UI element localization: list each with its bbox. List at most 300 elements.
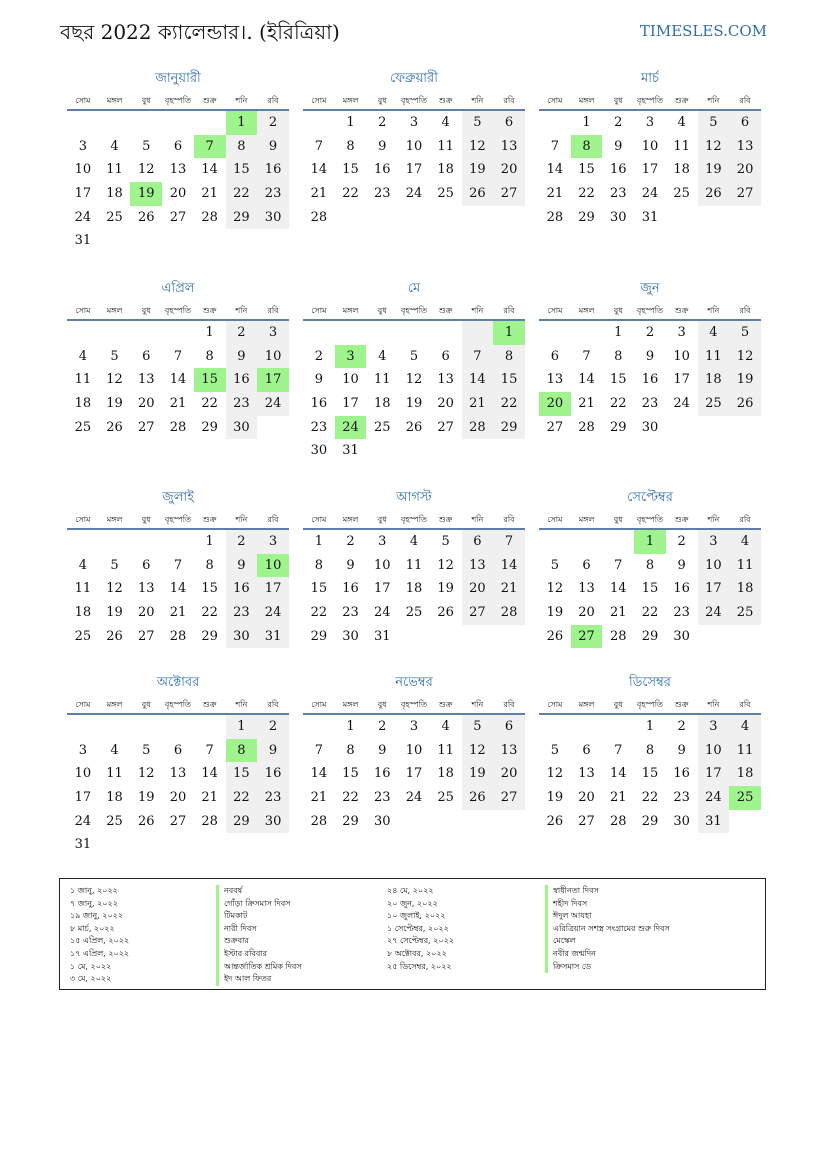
day-cell: 12 <box>437 557 454 573</box>
weekday-label: সোম <box>75 96 91 105</box>
day-cell: 15 <box>201 581 218 597</box>
day-cell: 9 <box>645 348 655 364</box>
day-cell: 25 <box>74 419 92 435</box>
day-cell: 29 <box>226 810 258 834</box>
day-cell: 22 <box>641 790 659 806</box>
month-name: ডিসেম্বর <box>629 675 671 690</box>
day-cell: 15 <box>578 162 595 178</box>
day-cell: 25 <box>673 186 690 202</box>
day-cell: 12 <box>462 135 494 159</box>
day-cell: 23 <box>673 605 690 621</box>
weekday-label: রবি <box>739 306 751 315</box>
day-cell: 5 <box>142 742 151 758</box>
day-cell: 9 <box>614 138 623 154</box>
weekday-label: বৃহস্পতি <box>400 306 428 315</box>
day-cell: 17 <box>257 577 289 601</box>
day-cell: 18 <box>673 162 690 178</box>
day-cell: 3 <box>677 325 686 340</box>
month-block <box>67 674 289 857</box>
weekday-label: শুক্র <box>674 700 689 709</box>
weekday-label: শুক্র <box>438 700 453 709</box>
weekday-label: বৃহস্পতি <box>636 700 664 709</box>
holiday-day-cell: 19 <box>130 182 162 206</box>
day-cell: 15 <box>493 368 525 392</box>
day-cell: 14 <box>201 766 218 782</box>
weekday-label: শনি <box>471 515 484 524</box>
day-cell: 8 <box>226 135 258 159</box>
weekday-label: বুধ <box>377 306 387 315</box>
holiday-day-cell: 8 <box>571 135 603 159</box>
holiday-name: মেস্কেল <box>545 935 670 948</box>
day-cell: 1 <box>614 325 623 340</box>
day-cell: 2 <box>257 111 289 135</box>
day-cell: 3 <box>257 321 289 345</box>
weekday-label: শনি <box>707 306 720 315</box>
empty-day-cell <box>130 321 162 345</box>
weekday-label: শুক্র <box>202 515 217 524</box>
holiday-day-cell: 17 <box>257 368 289 392</box>
holiday-day-cell: 1 <box>226 111 258 135</box>
day-cell: 17 <box>698 762 730 786</box>
day-cell: 4 <box>729 530 761 554</box>
holiday-name: শুক্রবার <box>216 935 302 948</box>
day-cell: 25 <box>405 605 423 621</box>
day-cell: 1 <box>226 715 258 739</box>
weekday-label: শনি <box>235 700 248 709</box>
empty-day-cell <box>398 321 430 345</box>
day-cell: 11 <box>729 554 761 578</box>
holiday-day-cell: 1 <box>634 530 666 554</box>
day-cell: 27 <box>137 628 155 644</box>
weekday-label: বৃহস্পতি <box>400 96 428 105</box>
holiday-name: নারী দিবস <box>216 923 302 936</box>
day-cell: 4 <box>677 115 686 130</box>
day-cell: 17 <box>342 396 359 412</box>
weekday-label: বুধ <box>613 306 623 315</box>
day-cell: 22 <box>493 392 525 416</box>
month-name: মে <box>407 281 421 296</box>
day-cell: 29 <box>226 206 258 230</box>
day-cell: 26 <box>137 813 155 829</box>
holiday-date: ২৭ সেপ্টেম্বর, ২০২২ <box>387 936 454 946</box>
weekday-label: বৃহস্পতি <box>400 700 428 709</box>
weekday-label: বৃহস্পতি <box>164 515 192 524</box>
day-grid <box>303 321 525 463</box>
empty-day-cell <box>539 715 571 739</box>
weekday-label: বৃহস্পতি <box>636 515 664 524</box>
weekday-label: সোম <box>75 306 91 315</box>
day-cell: 15 <box>342 766 359 782</box>
empty-day-cell <box>539 321 571 345</box>
day-cell: 23 <box>226 392 258 416</box>
day-cell: 14 <box>169 581 187 597</box>
month-name: এপ্রিল <box>161 281 195 296</box>
weekday-label: সোম <box>547 306 563 315</box>
weekday-label: সোম <box>311 306 327 315</box>
empty-day-cell <box>602 715 634 739</box>
month-name: অক্টোবর <box>156 675 200 690</box>
weekday-label: শুক্র <box>202 96 217 105</box>
day-cell: 10 <box>373 557 391 573</box>
weekday-label: শনি <box>707 96 720 105</box>
day-cell: 7 <box>582 348 591 364</box>
empty-day-cell <box>366 321 398 345</box>
day-cell: 18 <box>74 605 92 621</box>
day-cell: 21 <box>201 186 218 202</box>
day-cell: 4 <box>78 348 87 364</box>
day-cell: 22 <box>342 790 359 806</box>
day-cell: 5 <box>550 742 559 758</box>
month-block <box>539 280 761 439</box>
day-grid <box>67 530 289 648</box>
day-cell: 7 <box>314 742 323 758</box>
empty-day-cell <box>130 111 162 135</box>
holiday-day-cell: 7 <box>194 135 226 159</box>
day-cell: 27 <box>493 786 525 810</box>
weekday-label: বুধ <box>377 700 387 709</box>
day-cell: 23 <box>373 790 391 806</box>
day-cell: 25 <box>437 186 454 202</box>
day-cell: 8 <box>314 557 323 573</box>
holiday-name: গোঁড়া ক্রিসমাস দিবস <box>216 898 302 911</box>
day-cell: 18 <box>729 577 761 601</box>
empty-day-cell <box>67 111 99 135</box>
holiday-day-cell: 10 <box>257 554 289 578</box>
weekday-label: বৃহস্পতি <box>164 96 192 105</box>
day-cell: 20 <box>169 790 187 806</box>
empty-day-cell <box>602 530 634 554</box>
day-cell: 8 <box>645 742 655 758</box>
day-cell: 13 <box>437 372 454 388</box>
day-cell: 16 <box>641 372 659 388</box>
day-cell: 4 <box>378 348 387 364</box>
day-cell: 7 <box>205 742 214 758</box>
day-cell: 12 <box>405 372 423 388</box>
day-cell: 1 <box>205 325 214 340</box>
day-cell: 16 <box>673 766 690 782</box>
weekday-label: মঙ্গল <box>106 700 123 709</box>
weekday-label: বুধ <box>141 306 151 315</box>
day-grid <box>67 321 289 439</box>
weekday-label: রবি <box>503 96 515 105</box>
day-cell: 14 <box>609 766 627 782</box>
day-cell: 13 <box>546 372 564 388</box>
empty-day-cell <box>162 111 194 135</box>
weekday-label: মঙ্গল <box>342 306 359 315</box>
weekday-label: শুক্র <box>674 515 689 524</box>
day-cell: 10 <box>74 766 92 782</box>
day-cell: 21 <box>609 605 627 621</box>
day-cell: 24 <box>698 786 730 810</box>
empty-day-cell <box>430 321 462 345</box>
day-cell: 5 <box>462 111 494 135</box>
day-grid <box>67 111 289 253</box>
weekday-label: শুক্র <box>438 515 453 524</box>
day-cell: 11 <box>373 372 391 388</box>
day-cell: 29 <box>201 419 218 435</box>
day-cell: 5 <box>462 715 494 739</box>
month-name: আগস্ট <box>396 490 432 505</box>
holiday-date: ১ জানু, ২০২২ <box>70 886 118 895</box>
holiday-date: ২০ জুন, ২০২২ <box>387 898 438 908</box>
day-cell: 20 <box>437 396 454 412</box>
month-name: জুলাই <box>162 490 194 505</box>
day-cell: 19 <box>729 368 761 392</box>
day-cell: 23 <box>226 601 258 625</box>
day-cell: 20 <box>137 396 155 412</box>
month-name: সেপ্টেম্বর <box>627 490 673 505</box>
day-cell: 16 <box>226 577 258 601</box>
day-cell: 31 <box>641 209 659 225</box>
day-cell: 11 <box>74 581 92 597</box>
day-cell: 22 <box>641 605 659 621</box>
day-cell: 3 <box>409 719 419 734</box>
weekday-header <box>303 302 525 321</box>
day-cell: 31 <box>698 810 730 834</box>
day-cell: 18 <box>437 766 454 782</box>
day-cell: 19 <box>106 396 123 412</box>
weekday-label: রবি <box>503 306 515 315</box>
empty-day-cell <box>571 321 603 345</box>
day-cell: 22 <box>578 186 595 202</box>
holiday-name: ঈদুল আযহা <box>545 910 670 923</box>
day-cell: 26 <box>137 209 155 225</box>
day-cell: 5 <box>110 348 119 364</box>
holiday-list <box>59 878 766 990</box>
day-cell: 30 <box>257 810 289 834</box>
weekday-label: বুধ <box>613 96 623 105</box>
site-logo-text[interactable]: TIMESLES.COM <box>639 22 767 40</box>
empty-day-cell <box>162 715 194 739</box>
day-cell: 8 <box>346 138 355 154</box>
weekday-header <box>67 696 289 715</box>
day-cell: 11 <box>437 138 454 154</box>
weekday-label: বৃহস্পতি <box>164 700 192 709</box>
day-cell: 13 <box>462 554 494 578</box>
weekday-label: শুক্র <box>674 96 689 105</box>
day-cell: 31 <box>373 628 391 644</box>
holiday-date-column <box>387 885 454 973</box>
day-cell: 31 <box>74 233 92 249</box>
day-cell: 16 <box>609 162 627 178</box>
day-cell: 26 <box>729 392 761 416</box>
day-cell: 5 <box>142 138 151 154</box>
weekday-label: বুধ <box>141 700 151 709</box>
day-cell: 1 <box>582 115 591 130</box>
day-cell: 21 <box>609 790 627 806</box>
day-cell: 12 <box>729 345 761 369</box>
day-cell: 12 <box>137 162 155 178</box>
weekday-label: সোম <box>547 515 563 524</box>
day-cell: 10 <box>641 138 659 154</box>
day-grid <box>303 715 525 833</box>
day-cell: 14 <box>493 554 525 578</box>
day-cell: 27 <box>437 419 454 435</box>
day-cell: 28 <box>493 601 525 625</box>
weekday-label: বুধ <box>613 700 623 709</box>
empty-day-cell <box>539 111 571 135</box>
day-cell: 26 <box>106 419 123 435</box>
day-cell: 7 <box>614 557 623 573</box>
day-cell: 10 <box>257 345 289 369</box>
weekday-label: মঙ্গল <box>106 515 123 524</box>
day-cell: 30 <box>226 416 258 440</box>
holiday-date: ১৫ এপ্রিল, ২০২২ <box>70 936 130 946</box>
day-cell: 20 <box>169 186 187 202</box>
holiday-date: ৩ মে, ২০২২ <box>70 974 112 984</box>
day-cell: 13 <box>137 581 155 597</box>
day-cell: 1 <box>346 719 355 734</box>
day-cell: 30 <box>373 813 391 829</box>
day-cell: 19 <box>546 790 564 806</box>
weekday-label: বুধ <box>613 515 623 524</box>
day-cell: 15 <box>641 766 659 782</box>
day-cell: 15 <box>310 581 328 597</box>
day-cell: 28 <box>609 813 627 829</box>
month-block <box>539 489 761 648</box>
day-cell: 11 <box>106 766 123 782</box>
holiday-day-cell: 20 <box>539 392 571 416</box>
day-cell: 11 <box>437 742 454 758</box>
day-cell: 18 <box>74 396 92 412</box>
weekday-label: মঙ্গল <box>342 515 359 524</box>
day-cell: 24 <box>257 601 289 625</box>
day-cell: 21 <box>578 396 595 412</box>
day-grid <box>539 530 761 648</box>
day-cell: 10 <box>405 138 423 154</box>
day-cell: 16 <box>342 581 359 597</box>
day-cell: 10 <box>673 348 690 364</box>
weekday-label: মঙ্গল <box>342 700 359 709</box>
day-cell: 11 <box>106 162 123 178</box>
weekday-label: রবি <box>267 700 279 709</box>
day-cell: 12 <box>546 581 564 597</box>
holiday-name: স্বাধীনতা দিবস <box>545 885 670 898</box>
day-cell: 18 <box>698 368 730 392</box>
day-cell: 6 <box>173 138 183 154</box>
day-cell: 25 <box>106 813 123 829</box>
weekday-header <box>67 92 289 111</box>
day-cell: 2 <box>614 115 623 130</box>
day-cell: 23 <box>342 605 359 621</box>
day-cell: 21 <box>169 605 187 621</box>
day-cell: 29 <box>342 813 359 829</box>
month-block <box>67 489 289 648</box>
empty-day-cell <box>194 111 226 135</box>
day-cell: 27 <box>169 813 187 829</box>
day-cell: 23 <box>673 790 690 806</box>
empty-day-cell <box>571 715 603 739</box>
day-cell: 10 <box>698 554 730 578</box>
day-cell: 20 <box>493 158 525 182</box>
weekday-label: বৃহস্পতি <box>636 96 664 105</box>
day-cell: 2 <box>257 715 289 739</box>
page-title: বছর 2022 ক্যালেন্ডার।. (ইরিত্রিয়া) <box>60 20 340 44</box>
day-cell: 10 <box>698 739 730 763</box>
day-cell: 15 <box>226 762 258 786</box>
day-cell: 1 <box>205 534 214 549</box>
weekday-label: শুক্র <box>202 306 217 315</box>
day-cell: 23 <box>373 186 391 202</box>
empty-day-cell <box>303 321 335 345</box>
weekday-label: শনি <box>471 306 484 315</box>
day-cell: 29 <box>641 628 659 644</box>
day-cell: 14 <box>310 766 328 782</box>
empty-day-cell <box>335 321 367 345</box>
day-cell: 20 <box>578 790 595 806</box>
holiday-name-column <box>216 885 302 986</box>
day-cell: 16 <box>226 368 258 392</box>
empty-day-cell <box>99 715 131 739</box>
holiday-date-column <box>70 885 129 986</box>
weekday-label: মঙ্গল <box>342 96 359 105</box>
day-cell: 21 <box>201 790 218 806</box>
holiday-name: আন্তর্জাতিক শ্রমিক দিবস <box>216 961 302 974</box>
month-name: নভেম্বর <box>395 675 433 690</box>
day-cell: 5 <box>729 321 761 345</box>
holiday-date: ২৫ ডিসেম্বর, ২০২২ <box>387 961 452 971</box>
day-cell: 6 <box>729 111 761 135</box>
day-cell: 18 <box>106 186 123 202</box>
day-cell: 13 <box>493 135 525 159</box>
day-cell: 25 <box>729 601 761 625</box>
holiday-date: ২৪ মে, ২০২২ <box>387 886 434 895</box>
day-cell: 21 <box>462 392 494 416</box>
day-cell: 17 <box>405 766 423 782</box>
day-cell: 18 <box>106 790 123 806</box>
holiday-name: ক্রিসমাস ডে <box>545 961 670 974</box>
day-cell: 7 <box>614 742 623 758</box>
empty-day-cell <box>162 530 194 554</box>
empty-day-cell <box>162 321 194 345</box>
weekday-label: মঙ্গল <box>578 306 595 315</box>
day-cell: 7 <box>314 138 323 154</box>
day-cell: 19 <box>405 396 423 412</box>
day-cell: 5 <box>409 348 419 364</box>
day-cell: 28 <box>546 209 564 225</box>
empty-day-cell <box>571 530 603 554</box>
weekday-header <box>67 511 289 530</box>
day-cell: 22 <box>226 182 258 206</box>
day-cell: 6 <box>173 742 183 758</box>
month-block <box>303 70 525 229</box>
day-cell: 28 <box>169 628 187 644</box>
day-cell: 14 <box>578 372 595 388</box>
day-cell: 30 <box>673 813 690 829</box>
day-cell: 24 <box>405 186 423 202</box>
day-cell: 20 <box>729 158 761 182</box>
day-cell: 20 <box>493 762 525 786</box>
day-cell: 24 <box>257 392 289 416</box>
day-cell: 8 <box>493 345 525 369</box>
day-cell: 22 <box>226 786 258 810</box>
weekday-label: শনি <box>707 700 720 709</box>
day-cell: 17 <box>698 577 730 601</box>
day-cell: 24 <box>373 605 391 621</box>
day-cell: 24 <box>405 790 423 806</box>
weekday-label: শনি <box>235 96 248 105</box>
day-cell: 27 <box>493 182 525 206</box>
day-cell: 30 <box>641 419 659 435</box>
day-cell: 21 <box>493 577 525 601</box>
day-cell: 15 <box>226 158 258 182</box>
day-cell: 28 <box>310 209 328 225</box>
day-cell: 28 <box>201 813 218 829</box>
day-cell: 17 <box>74 186 92 202</box>
holiday-name: ইদ আল ফিতর <box>216 973 302 986</box>
weekday-label: সোম <box>547 700 563 709</box>
day-cell: 30 <box>342 628 359 644</box>
